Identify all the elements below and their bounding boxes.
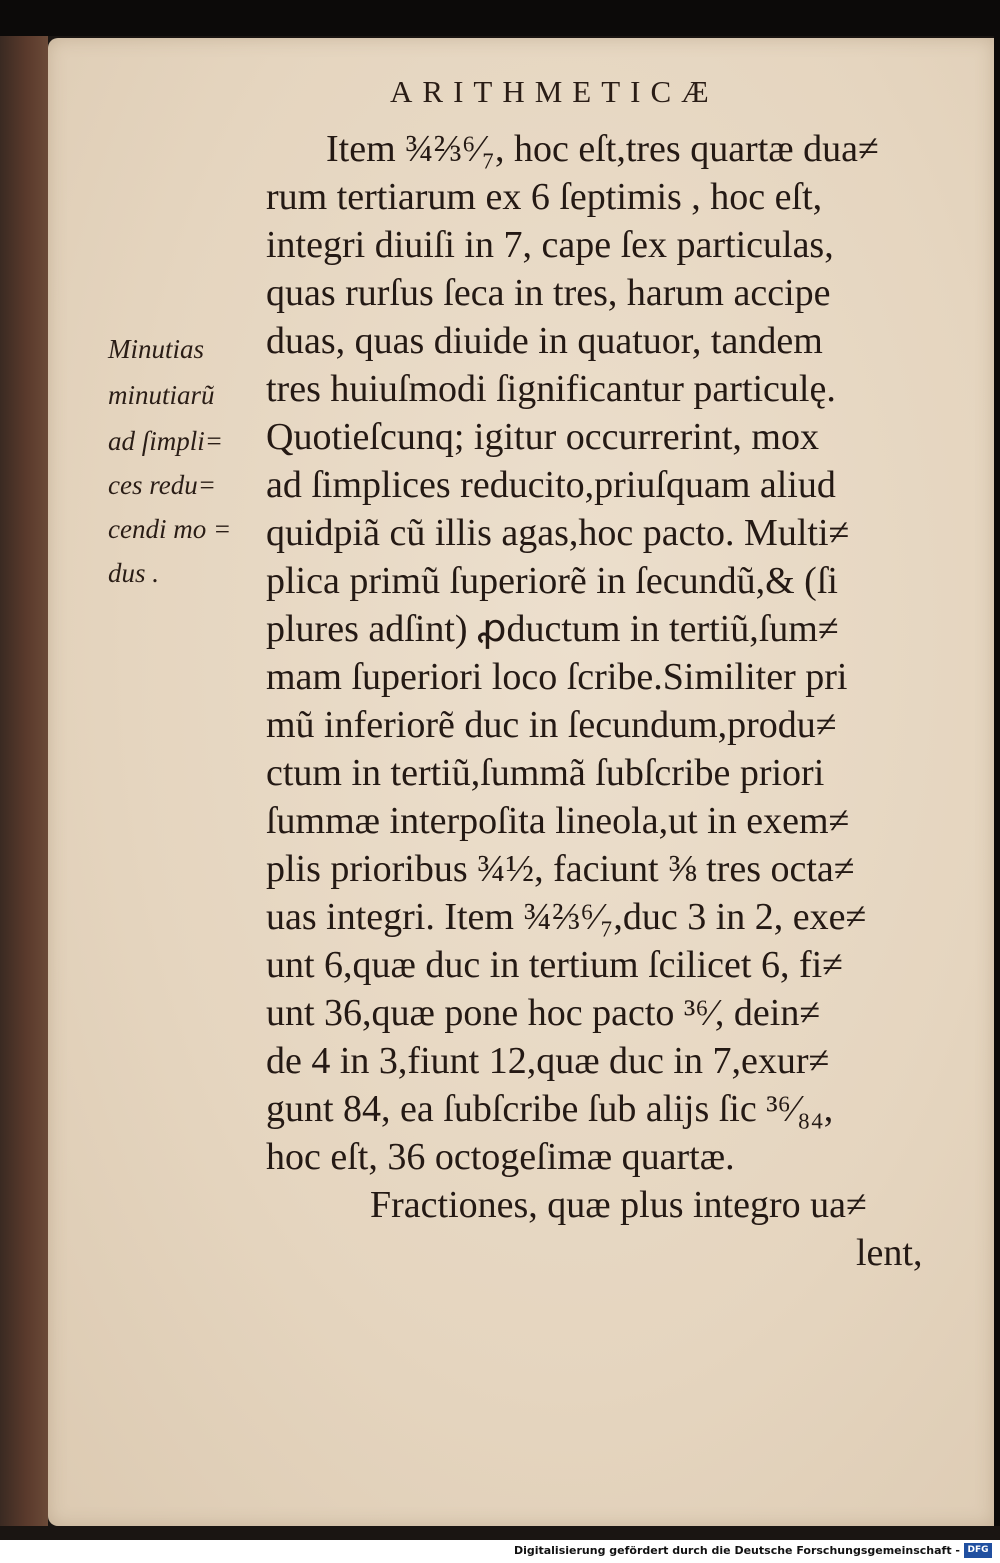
text-line: hoc eſt, 36 octogeſimæ quartæ.: [266, 1136, 735, 1178]
text-line: plica primũ ſuperiorẽ in ſecundũ,& (ſi: [266, 560, 838, 602]
margin-note-line: dus .: [108, 558, 160, 588]
margin-note-line: minutiarũ: [108, 380, 215, 410]
text-line: duas, quas diuide in quatuor, tandem: [266, 320, 823, 362]
text-line: ad ſimplices reducito,priuſquam aliud: [266, 464, 836, 506]
text-line: unt 6,quæ duc in tertium ſcilicet 6, fi≠: [266, 944, 844, 986]
running-title: ARITHMETICÆ: [390, 74, 719, 109]
text-line: de 4 in 3,fiunt 12,quæ duc in 7,exur≠: [266, 1040, 830, 1082]
text-line: Item ¾⅔⁶⁄₇, hoc eſt,tres quartæ dua≠: [326, 128, 879, 170]
text-line: rum tertiarum ex 6 ſeptimis , hoc eſt,: [266, 176, 823, 218]
text-line: Fractiones, quæ plus integro ua≠: [370, 1184, 867, 1226]
book-spine-edge: [0, 36, 48, 1526]
text-line: Quotieſcunq; igitur occurrerint, mox: [266, 416, 819, 458]
text-line: tres huiuſmodi ſignificantur particulę.: [266, 368, 836, 410]
footer-credit: Digitalisierung gefördert durch die Deutsche Forschungsgemeinschaft -: [513, 1544, 960, 1557]
text-line: unt 36,quæ pone hoc pacto ³⁶⁄, dein≠: [266, 992, 821, 1034]
text-line: quidpiã cũ illis agas,hoc pacto. Multi≠: [266, 512, 850, 554]
text-line: gunt 84, ea ſubſcribe ſub alijs ſic ³⁶⁄₈₄,: [266, 1088, 834, 1130]
right-black-border: [994, 36, 1000, 1526]
text-line: integri diuiſi in 7, cape ſex particulas,: [266, 224, 834, 266]
text-line: plis prioribus ¾½, faciunt ⅜ tres octa≠: [266, 848, 855, 890]
margin-note-line: cendi mo =: [108, 514, 232, 544]
dfg-logo-icon: DFG: [964, 1543, 992, 1558]
text-line: ſummæ interpoſita lineola,ut in exem≠: [266, 800, 850, 842]
margin-note-line: ces redu=: [108, 470, 216, 500]
margin-note-line: Minutias: [108, 334, 205, 364]
margin-note-line: ad ſimpli=: [108, 426, 223, 456]
text-line: mam ſuperiori loco ſcribe.Similiter pri: [266, 656, 848, 698]
text-line: quas rurſus ſeca in tres, harum accipe: [266, 272, 831, 314]
text-line: plures adſint) ꝓductum in tertiũ,ſum≠: [266, 608, 839, 650]
text-line: ctum in tertiũ,ſummã ſubſcribe priori: [266, 752, 825, 794]
text-line: lent,: [856, 1232, 923, 1274]
text-line: mũ inferiorẽ duc in ſecundum,produ≠: [266, 704, 837, 746]
digitization-footer: [0, 1540, 1000, 1563]
top-black-border: [0, 0, 1000, 36]
text-line: uas integri. Item ¾⅔⁶⁄₇,duc 3 in 2, exe≠: [266, 896, 867, 938]
